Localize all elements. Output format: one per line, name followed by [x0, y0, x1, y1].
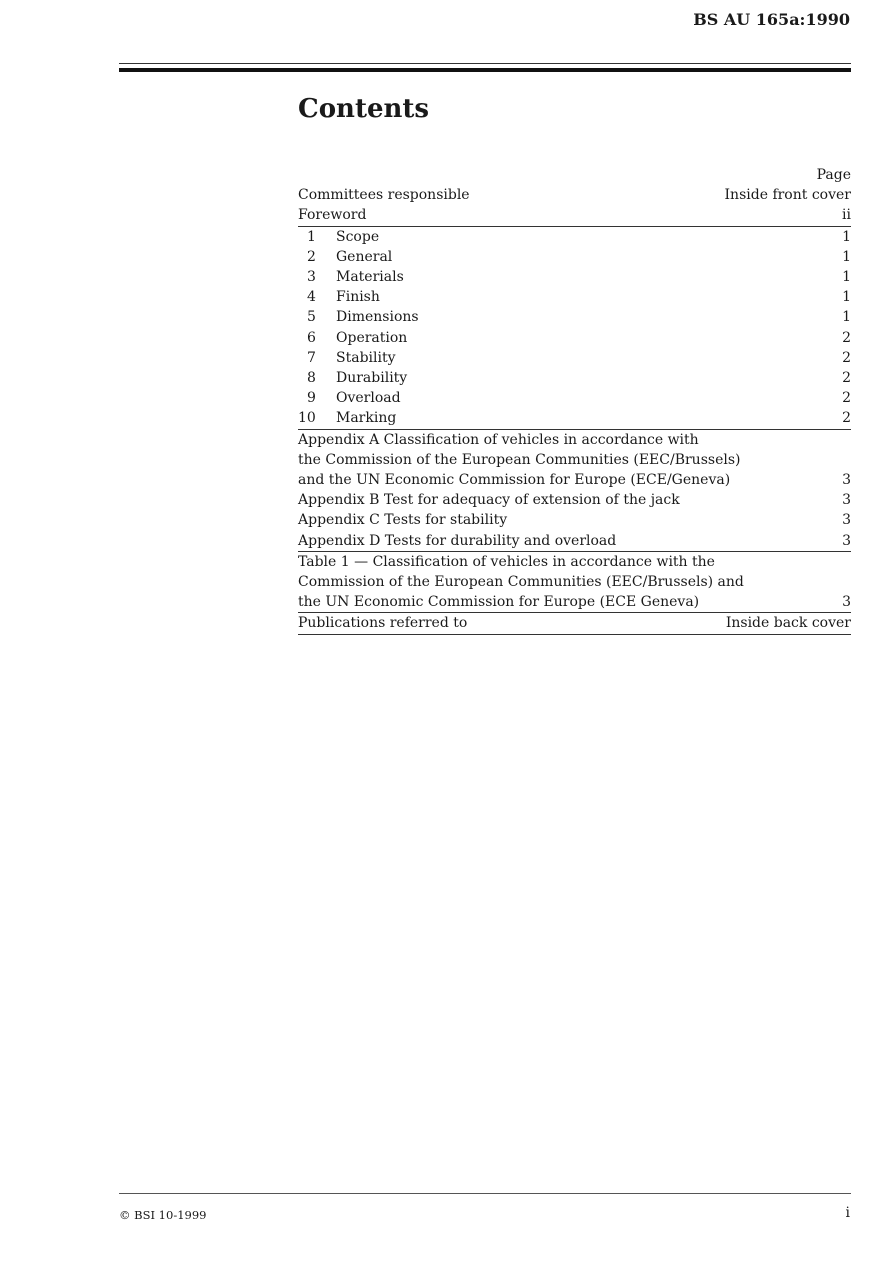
appendix-a-line: the Commission of the European Communities (EEC/Brussels) — [298, 451, 741, 468]
table-1-page: 3 — [842, 594, 851, 611]
clause-page: 1 — [842, 228, 851, 245]
clause-page: 1 — [842, 269, 851, 286]
appendix-title: Appendix B Test for adequacy of extension of the jack — [298, 492, 680, 509]
toc-clause[interactable] — [298, 227, 851, 247]
toc-appendix[interactable] — [298, 490, 851, 510]
appendix-a-line: and the UN Economic Commission for Europe (ECE/Geneva) — [298, 472, 731, 489]
toc-entry[interactable] — [298, 185, 851, 205]
table-group — [298, 551, 851, 613]
table-1-line: Table 1 — Classification of vehicles in accordance with the — [298, 553, 715, 570]
toc-clause[interactable] — [298, 348, 851, 368]
page-number: i — [845, 1205, 850, 1221]
appendix-group — [298, 429, 851, 551]
page-column-header: Page — [816, 167, 851, 183]
clause-title: General — [336, 248, 393, 265]
appendix-title: Appendix C Tests for stability — [298, 512, 508, 529]
appendix-page: 3 — [842, 532, 851, 549]
clause-title: Scope — [336, 228, 380, 245]
toc-entry[interactable] — [298, 205, 851, 225]
clause-title: Stability — [336, 349, 396, 366]
appendix-page: 3 — [842, 492, 851, 509]
document-code: BS AU 165a:1990 — [693, 10, 850, 29]
clause-number: 5 — [307, 309, 316, 326]
toc-publications[interactable] — [298, 613, 851, 633]
clause-page: 2 — [842, 390, 851, 407]
clause-title: Durability — [336, 370, 408, 387]
clause-number: 4 — [307, 289, 316, 306]
toc-appendix-a[interactable] — [298, 430, 851, 491]
table-1-line: the UN Economic Commission for Europe (ECE Geneva) — [298, 594, 700, 611]
clause-page: 1 — [842, 289, 851, 306]
toc-clause[interactable] — [298, 388, 851, 408]
clause-number: 6 — [307, 329, 316, 346]
clause-number: 10 — [298, 410, 316, 427]
publications-page: Inside back cover — [725, 615, 851, 632]
toc-table-1[interactable] — [298, 552, 851, 613]
header-thick-rule — [119, 68, 851, 72]
table-of-contents — [298, 165, 851, 635]
toc-appendix[interactable] — [298, 510, 851, 530]
toc-clause[interactable] — [298, 247, 851, 267]
appendix-title: Appendix D Tests for durability and overload — [298, 532, 617, 549]
clause-page: 2 — [842, 329, 851, 346]
toc-appendix[interactable] — [298, 531, 851, 551]
copyright-notice: © BSI 10-1999 — [119, 1208, 207, 1222]
clause-number: 8 — [307, 370, 316, 387]
clause-page: 2 — [842, 370, 851, 387]
clause-title: Finish — [336, 289, 380, 306]
publications-group — [298, 612, 851, 634]
clause-number: 7 — [307, 349, 316, 366]
clause-number: 9 — [307, 390, 316, 407]
toc-entry-page: Inside front cover — [724, 187, 851, 204]
publications-title: Publications referred to — [298, 615, 468, 632]
clause-title: Marking — [336, 410, 397, 427]
toc-clause[interactable] — [298, 328, 851, 348]
clause-group — [298, 226, 851, 429]
clause-title: Overload — [336, 390, 401, 407]
page-title: Contents — [298, 94, 430, 124]
toc-entry-text: Foreword — [298, 207, 367, 224]
header-thin-rule — [119, 63, 851, 64]
clause-number: 2 — [307, 248, 316, 265]
clause-number: 1 — [307, 228, 316, 245]
clause-title: Operation — [336, 329, 408, 346]
footer-rule — [119, 1193, 851, 1194]
clause-page: 2 — [842, 410, 851, 427]
appendix-page: 3 — [842, 512, 851, 529]
toc-clause[interactable] — [298, 307, 851, 327]
clause-page: 2 — [842, 349, 851, 366]
appendix-a-line: Appendix A Classification of vehicles in accordance with — [298, 431, 699, 448]
clause-page: 1 — [842, 309, 851, 326]
toc-clause[interactable] — [298, 287, 851, 307]
toc-clause[interactable] — [298, 408, 851, 428]
clause-page: 1 — [842, 248, 851, 265]
clause-title: Dimensions — [336, 309, 419, 326]
clause-title: Materials — [336, 269, 404, 286]
table-1-line: Commission of the European Communities (EEC/Brussels) and — [298, 574, 744, 591]
appendix-a-page: 3 — [842, 472, 851, 489]
toc-entry-text: Committees responsible — [298, 187, 470, 204]
toc-clause[interactable] — [298, 368, 851, 388]
clause-number: 3 — [307, 269, 316, 286]
toc-page-header-row — [298, 165, 851, 185]
toc-entry-page: ii — [842, 207, 851, 224]
toc-clause[interactable] — [298, 267, 851, 287]
